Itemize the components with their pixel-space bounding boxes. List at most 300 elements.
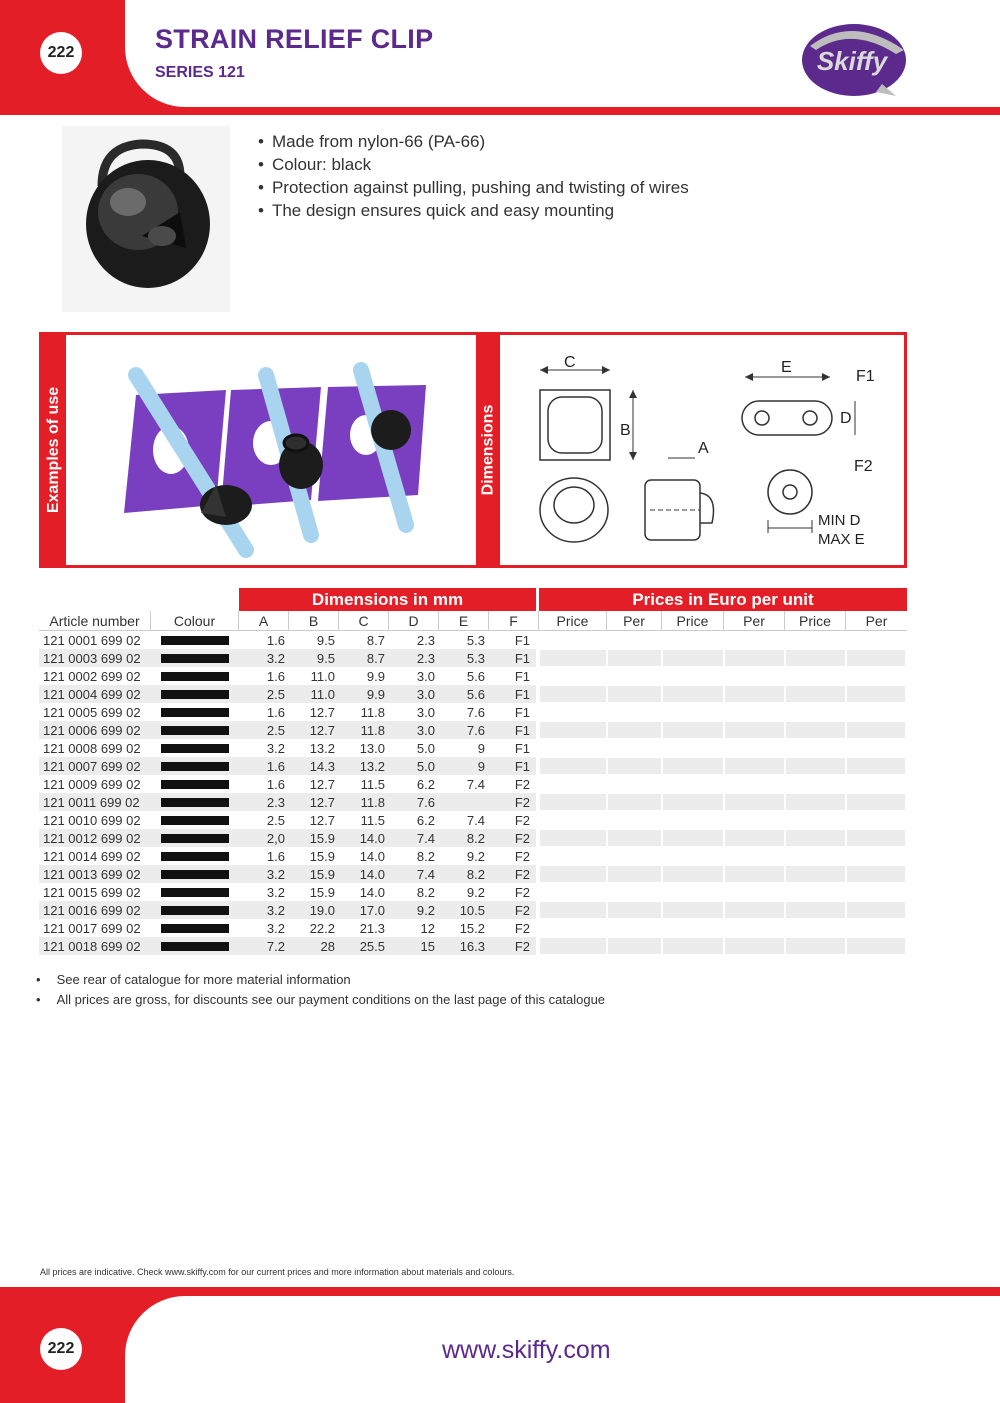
price-cell — [786, 866, 845, 882]
page-subtitle: SERIES 121 — [155, 64, 245, 81]
article-number-cell: 121 0014 699 02 — [43, 848, 141, 864]
dimension-cell: 11.8 — [360, 794, 385, 810]
dimension-cell: 3.2 — [266, 650, 285, 666]
price-cell — [540, 884, 606, 900]
table-row — [39, 721, 907, 739]
article-number-cell: 121 0004 699 02 — [43, 686, 141, 702]
footer-page-number-badge: 222 — [40, 1328, 82, 1370]
price-cell — [663, 902, 723, 918]
col-per: Per — [607, 611, 662, 630]
col-e: E — [439, 611, 489, 630]
table-row — [39, 883, 907, 901]
colour-cell — [151, 757, 239, 775]
col-price: Price — [662, 611, 724, 630]
dimension-cell: 2,0 — [266, 830, 285, 846]
col-price: Price — [539, 611, 607, 630]
colour-cell — [151, 631, 239, 649]
colour-swatch-black — [161, 870, 229, 879]
price-cell — [608, 686, 661, 702]
article-number-cell: 121 0013 699 02 — [43, 866, 141, 882]
price-cell — [786, 758, 845, 774]
dimension-cell: 5.3 — [466, 632, 485, 648]
dimension-cell: 2.3 — [266, 794, 285, 810]
dimension-cell: 2.5 — [266, 812, 285, 828]
price-cell — [847, 866, 905, 882]
dimension-cell: 15.9 — [309, 866, 335, 882]
col-f: F — [489, 611, 539, 630]
colour-cell — [151, 937, 239, 955]
table-row — [39, 631, 907, 649]
dimension-cell: 2.3 — [416, 632, 435, 648]
price-cell — [608, 938, 661, 954]
price-cell — [608, 776, 661, 792]
col-c: C — [339, 611, 389, 630]
dimension-cell: 13.2 — [309, 740, 335, 756]
price-cell — [786, 632, 845, 648]
colour-swatch-black — [161, 672, 229, 681]
dimension-cell: 9.5 — [316, 650, 335, 666]
article-number-cell: 121 0015 699 02 — [43, 884, 141, 900]
dimension-cell: 21.3 — [359, 920, 385, 936]
price-cell — [540, 740, 606, 756]
price-cell — [786, 704, 845, 720]
colour-swatch-black — [161, 906, 229, 915]
colour-swatch-black — [161, 798, 229, 807]
price-cell — [725, 722, 784, 738]
price-cell — [540, 686, 606, 702]
price-cell — [786, 794, 845, 810]
price-cell — [663, 722, 723, 738]
price-cell — [725, 848, 784, 864]
dimension-cell: 3.0 — [416, 668, 435, 684]
colour-cell — [151, 721, 239, 739]
colour-swatch-black — [161, 834, 229, 843]
dimension-cell: 15.9 — [309, 830, 335, 846]
label-min-d: MIN D — [818, 512, 861, 529]
dimension-cell: 11.8 — [360, 722, 385, 738]
colour-swatch-black — [161, 780, 229, 789]
price-cell — [847, 902, 905, 918]
price-cell — [663, 686, 723, 702]
price-cell — [847, 776, 905, 792]
price-cell — [608, 866, 661, 882]
table-row — [39, 703, 907, 721]
price-cell — [663, 866, 723, 882]
examples-dimensions-panel — [39, 332, 907, 568]
dimension-cell: 3.2 — [266, 902, 285, 918]
dimension-cell: 9.2 — [466, 884, 485, 900]
price-cell — [847, 758, 905, 774]
price-cell — [608, 920, 661, 936]
form-cell: F2 — [514, 938, 530, 954]
colour-cell — [151, 649, 239, 667]
dimension-cell: 8.7 — [366, 632, 385, 648]
dimension-cell: 7.4 — [466, 812, 485, 828]
dimension-cell: 7.6 — [416, 794, 435, 810]
table-row — [39, 757, 907, 775]
dimension-cell: 13.2 — [359, 758, 385, 774]
dimension-cell: 9.5 — [316, 632, 335, 648]
form-cell: F1 — [514, 686, 530, 702]
label-f1: F1 — [856, 368, 875, 385]
dimension-cell: 14.3 — [309, 758, 335, 774]
dimension-cell: 1.6 — [266, 848, 285, 864]
price-cell — [540, 812, 606, 828]
dimension-cell: 8.2 — [416, 884, 435, 900]
price-cell — [786, 686, 845, 702]
dimension-cell: 11.8 — [360, 704, 385, 720]
table-row — [39, 919, 907, 937]
dimension-cell: 5.6 — [466, 686, 485, 702]
price-cell — [540, 704, 606, 720]
price-cell — [725, 704, 784, 720]
price-cell — [663, 632, 723, 648]
dimension-cell: 17.0 — [359, 902, 385, 918]
colour-cell — [151, 667, 239, 685]
colour-cell — [151, 883, 239, 901]
feature-item: • Protection against pulling, pushing and twisting of wires — [258, 176, 689, 199]
dimension-cell: 2.5 — [266, 686, 285, 702]
price-cell — [725, 938, 784, 954]
article-number-cell: 121 0002 699 02 — [43, 668, 141, 684]
dimension-cell: 11.0 — [310, 686, 335, 702]
col-per: Per — [865, 612, 888, 629]
colour-cell — [151, 919, 239, 937]
form-cell: F1 — [514, 740, 530, 756]
price-cell — [540, 632, 606, 648]
dimension-cell: 1.6 — [266, 704, 285, 720]
website-link[interactable]: www.skiffy.com — [442, 1336, 611, 1364]
table-body — [39, 631, 907, 955]
price-cell — [725, 650, 784, 666]
dimension-cell: 7.4 — [466, 776, 485, 792]
price-cell — [786, 884, 845, 900]
col-article-number: Article number — [39, 611, 151, 630]
form-cell: F2 — [514, 866, 530, 882]
dimension-cell: 8.2 — [466, 830, 485, 846]
price-cell — [725, 686, 784, 702]
article-number-cell: 121 0012 699 02 — [43, 830, 141, 846]
dimension-cell: 12.7 — [309, 722, 335, 738]
price-cell — [663, 704, 723, 720]
price-cell — [786, 740, 845, 756]
dimension-cell: 19.0 — [309, 902, 335, 918]
price-cell — [608, 722, 661, 738]
price-cell — [540, 920, 606, 936]
dimension-cell: 9.2 — [416, 902, 435, 918]
dimension-cell: 8.2 — [416, 848, 435, 864]
col-a: A — [239, 611, 289, 630]
table-row — [39, 667, 907, 685]
colour-swatch-black — [161, 816, 229, 825]
price-cell — [847, 722, 905, 738]
dimension-cell: 12.7 — [309, 812, 335, 828]
article-number-cell: 121 0011 699 02 — [43, 794, 140, 810]
price-cell — [847, 740, 905, 756]
logo-text: Skiffy — [816, 46, 888, 76]
col-per: Per — [724, 611, 785, 630]
dimension-cell: 7.4 — [416, 830, 435, 846]
price-cell — [540, 902, 606, 918]
form-cell: F2 — [514, 902, 530, 918]
product-photo — [62, 126, 230, 312]
price-cell — [608, 902, 661, 918]
table-column-header — [39, 611, 907, 631]
skiffy-logo — [792, 20, 910, 100]
price-cell — [540, 758, 606, 774]
feature-item: • Colour: black — [258, 153, 689, 176]
colour-swatch-black — [161, 924, 229, 933]
dimension-cell: 3.0 — [416, 686, 435, 702]
label-e: E — [781, 359, 792, 376]
price-cell — [663, 938, 723, 954]
price-cell — [786, 812, 845, 828]
dimension-cell: 14.0 — [359, 884, 385, 900]
dimension-cell: 3.2 — [266, 740, 285, 756]
colour-swatch-black — [161, 762, 229, 771]
dimension-cell: 22.2 — [309, 920, 335, 936]
price-cell — [847, 848, 905, 864]
colour-swatch-black — [161, 852, 229, 861]
dimension-cell: 5.6 — [466, 668, 485, 684]
price-cell — [663, 848, 723, 864]
price-cell — [847, 686, 905, 702]
feature-item: • The design ensures quick and easy mounting — [258, 199, 689, 222]
dimension-cell: 7.6 — [466, 722, 485, 738]
dimension-cell: 3.2 — [266, 884, 285, 900]
examples-label: Examples of use — [45, 386, 62, 514]
dimension-cell: 9 — [477, 740, 485, 756]
dimension-cell: 1.6 — [266, 668, 285, 684]
group-prices: Prices in Euro per unit — [539, 588, 907, 611]
price-cell — [608, 884, 661, 900]
article-number-cell: 121 0017 699 02 — [43, 920, 141, 936]
price-cell — [725, 830, 784, 846]
price-cell — [725, 632, 784, 648]
table-row — [39, 847, 907, 865]
colour-cell — [151, 739, 239, 757]
col-colour: Colour — [151, 611, 239, 630]
price-cell — [786, 650, 845, 666]
dimension-cell: 3.0 — [416, 722, 435, 738]
dimension-cell: 8.2 — [466, 866, 485, 882]
dimensions-tab — [476, 335, 500, 565]
table-group-header — [39, 588, 907, 611]
price-cell — [540, 668, 606, 684]
price-cell — [725, 740, 784, 756]
price-cell — [663, 830, 723, 846]
price-cell — [847, 884, 905, 900]
dimension-cell: 6.2 — [416, 812, 435, 828]
price-cell — [725, 884, 784, 900]
colour-swatch-black — [161, 888, 229, 897]
price-cell — [725, 776, 784, 792]
dimension-cell: 16.3 — [459, 938, 485, 954]
price-cell — [540, 794, 606, 810]
form-cell: F1 — [514, 704, 530, 720]
colour-cell — [151, 865, 239, 883]
colour-cell — [151, 775, 239, 793]
dimension-cell: 12 — [420, 920, 435, 936]
price-cell — [725, 902, 784, 918]
price-cell — [608, 668, 661, 684]
dimensions-drawing — [500, 335, 904, 565]
dimension-cell: 28 — [320, 938, 335, 954]
form-cell: F1 — [514, 650, 530, 666]
price-cell — [608, 758, 661, 774]
dimension-cell: 1.6 — [266, 632, 285, 648]
label-f2: F2 — [854, 458, 873, 475]
price-cell — [608, 740, 661, 756]
label-max-e: MAX E — [818, 531, 865, 548]
dimension-cell: 15 — [420, 938, 435, 954]
dimension-cell: 1.6 — [266, 776, 285, 792]
price-cell — [663, 776, 723, 792]
dimension-cell: 12.7 — [309, 794, 335, 810]
price-cell — [540, 848, 606, 864]
label-d: D — [840, 410, 852, 427]
label-c: C — [564, 354, 576, 371]
dimension-cell: 8.7 — [366, 650, 385, 666]
price-cell — [725, 668, 784, 684]
dimension-cell: 9.2 — [466, 848, 485, 864]
price-cell — [663, 758, 723, 774]
price-cell — [608, 794, 661, 810]
notes-list — [36, 970, 605, 1010]
price-cell — [847, 650, 905, 666]
page-number-badge: 222 — [40, 32, 82, 74]
dimension-cell: 9.9 — [366, 686, 385, 702]
form-cell: F2 — [514, 794, 530, 810]
dimension-cell: 6.2 — [416, 776, 435, 792]
note-item: • See rear of catalogue for more material information — [36, 970, 605, 990]
table-row — [39, 811, 907, 829]
dimension-cell: 7.2 — [266, 938, 285, 954]
form-cell: F1 — [514, 758, 530, 774]
colour-cell — [151, 901, 239, 919]
price-cell — [786, 668, 845, 684]
article-number-cell: 121 0010 699 02 — [43, 812, 141, 828]
feature-item: • Made from nylon-66 (PA-66) — [258, 130, 689, 153]
price-cell — [540, 866, 606, 882]
table-row — [39, 865, 907, 883]
dimension-cell: 14.0 — [359, 830, 385, 846]
dimension-cell: 2.3 — [416, 650, 435, 666]
examples-illustration — [66, 335, 476, 565]
price-cell — [786, 902, 845, 918]
article-number-cell: 121 0003 699 02 — [43, 650, 141, 666]
price-cell — [847, 704, 905, 720]
price-cell — [786, 938, 845, 954]
price-cell — [663, 668, 723, 684]
table-row — [39, 649, 907, 667]
colour-swatch-black — [161, 690, 229, 699]
price-cell — [786, 722, 845, 738]
price-cell — [725, 812, 784, 828]
colour-swatch-black — [161, 636, 229, 645]
dimension-cell: 1.6 — [266, 758, 285, 774]
article-number-cell: 121 0018 699 02 — [43, 938, 141, 954]
dimension-cell: 25.5 — [359, 938, 385, 954]
article-number-cell: 121 0009 699 02 — [43, 776, 141, 792]
dimension-cell: 15.2 — [459, 920, 485, 936]
dimension-cell: 3.2 — [266, 920, 285, 936]
price-cell — [786, 920, 845, 936]
product-table — [39, 588, 907, 955]
colour-cell — [151, 685, 239, 703]
price-cell — [725, 866, 784, 882]
dimension-cell: 3.0 — [416, 704, 435, 720]
article-number-cell: 121 0016 699 02 — [43, 902, 141, 918]
price-cell — [608, 650, 661, 666]
dimension-cell: 5.0 — [416, 758, 435, 774]
dimension-cell: 7.6 — [466, 704, 485, 720]
price-cell — [847, 920, 905, 936]
article-number-cell: 121 0005 699 02 — [43, 704, 141, 720]
price-cell — [847, 668, 905, 684]
price-cell — [847, 632, 905, 648]
price-cell — [663, 740, 723, 756]
colour-swatch-black — [161, 942, 229, 951]
table-row — [39, 739, 907, 757]
price-cell — [608, 704, 661, 720]
article-number-cell: 121 0007 699 02 — [43, 758, 141, 774]
form-cell: F2 — [514, 776, 530, 792]
form-cell: F1 — [514, 722, 530, 738]
dimension-cell: 14.0 — [359, 848, 385, 864]
col-d: D — [389, 611, 439, 630]
dimension-cell: 5.0 — [416, 740, 435, 756]
price-cell — [663, 794, 723, 810]
colour-cell — [151, 847, 239, 865]
label-b: B — [620, 422, 631, 439]
label-a: A — [698, 440, 709, 457]
price-cell — [725, 794, 784, 810]
price-cell — [663, 650, 723, 666]
colour-cell — [151, 829, 239, 847]
colour-cell — [151, 703, 239, 721]
price-cell — [540, 830, 606, 846]
price-cell — [663, 920, 723, 936]
colour-swatch-black — [161, 654, 229, 663]
colour-swatch-black — [161, 744, 229, 753]
table-row — [39, 685, 907, 703]
price-cell — [608, 632, 661, 648]
price-cell — [540, 650, 606, 666]
dimension-cell: 12.7 — [309, 776, 335, 792]
colour-cell — [151, 811, 239, 829]
form-cell: F2 — [514, 848, 530, 864]
table-row — [39, 829, 907, 847]
colour-swatch-black — [161, 708, 229, 717]
dimension-cell — [439, 793, 489, 811]
table-row — [39, 775, 907, 793]
price-cell — [608, 830, 661, 846]
page-title: STRAIN RELIEF CLIP — [155, 24, 434, 54]
dimension-cell: 7.4 — [416, 866, 435, 882]
price-cell — [847, 938, 905, 954]
dimension-cell: 11.0 — [310, 668, 335, 684]
dimension-cell: 10.5 — [459, 902, 485, 918]
article-number-cell: 121 0008 699 02 — [43, 740, 141, 756]
price-cell — [663, 812, 723, 828]
price-cell — [608, 848, 661, 864]
price-cell — [540, 938, 606, 954]
price-cell — [786, 776, 845, 792]
feature-list — [258, 130, 689, 222]
form-cell: F2 — [514, 830, 530, 846]
col-b: B — [289, 611, 339, 630]
